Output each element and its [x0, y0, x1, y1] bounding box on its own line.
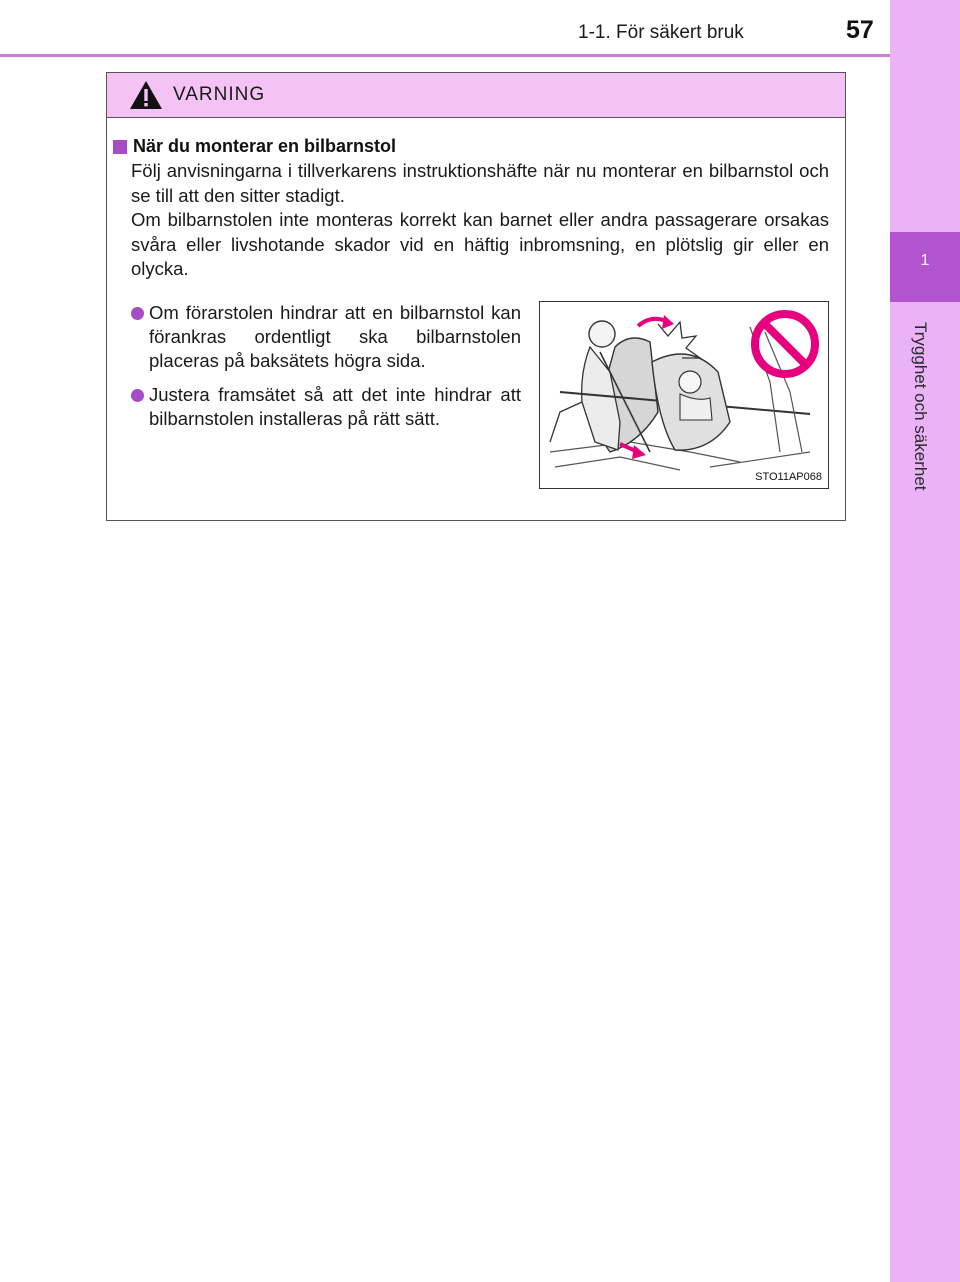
child-seat-drawing	[540, 302, 827, 487]
section-title: 1-1. För säkert bruk	[578, 22, 744, 43]
page-number: 57	[846, 16, 874, 44]
warning-label: VARNING	[173, 84, 266, 105]
chapter-title: Trygghet och säkerhet	[911, 322, 930, 491]
header-rule	[0, 54, 890, 57]
bullet-list	[131, 301, 521, 441]
warning-subheading	[113, 136, 396, 157]
bullet-item	[131, 301, 521, 373]
bullet-text: Om förarstolen hindrar att en bilbarnstol kan förankras ordentligt ska bilbarnstolen placeras på baksätets högra sida.	[149, 302, 521, 371]
warning-triangle-icon	[129, 80, 163, 110]
warning-body	[131, 159, 829, 282]
child-seat-illustration	[539, 301, 829, 489]
chapter-number: 1	[920, 252, 930, 269]
bullet-item	[131, 383, 521, 431]
warning-subheading-text: När du monterar en bilbarnstol	[133, 136, 397, 156]
warning-paragraph-1: Följ anvisningarna i tillverkarens instruktionshäfte när nu monterar en bilbarnstol och se till att den sitter stadigt.	[131, 160, 829, 206]
round-bullet-icon	[131, 389, 144, 402]
bullet-text: Justera framsätet så att det inte hindrar att bilbarnstolen installeras på rätt sätt.	[149, 384, 521, 429]
warning-paragraph-2: Om bilbarnstolen inte monteras korrekt kan barnet eller andra passagerare orsakas svåra eller livshotande skador vid en häftig inbromsning, en plötslig gir eller en olycka.	[131, 209, 829, 280]
warning-box	[106, 72, 846, 521]
square-bullet-icon	[113, 140, 127, 154]
chapter-side-tab	[890, 0, 960, 1282]
figure-id: STO11AP068	[755, 471, 822, 483]
round-bullet-icon	[131, 307, 144, 320]
warning-header	[107, 73, 845, 118]
